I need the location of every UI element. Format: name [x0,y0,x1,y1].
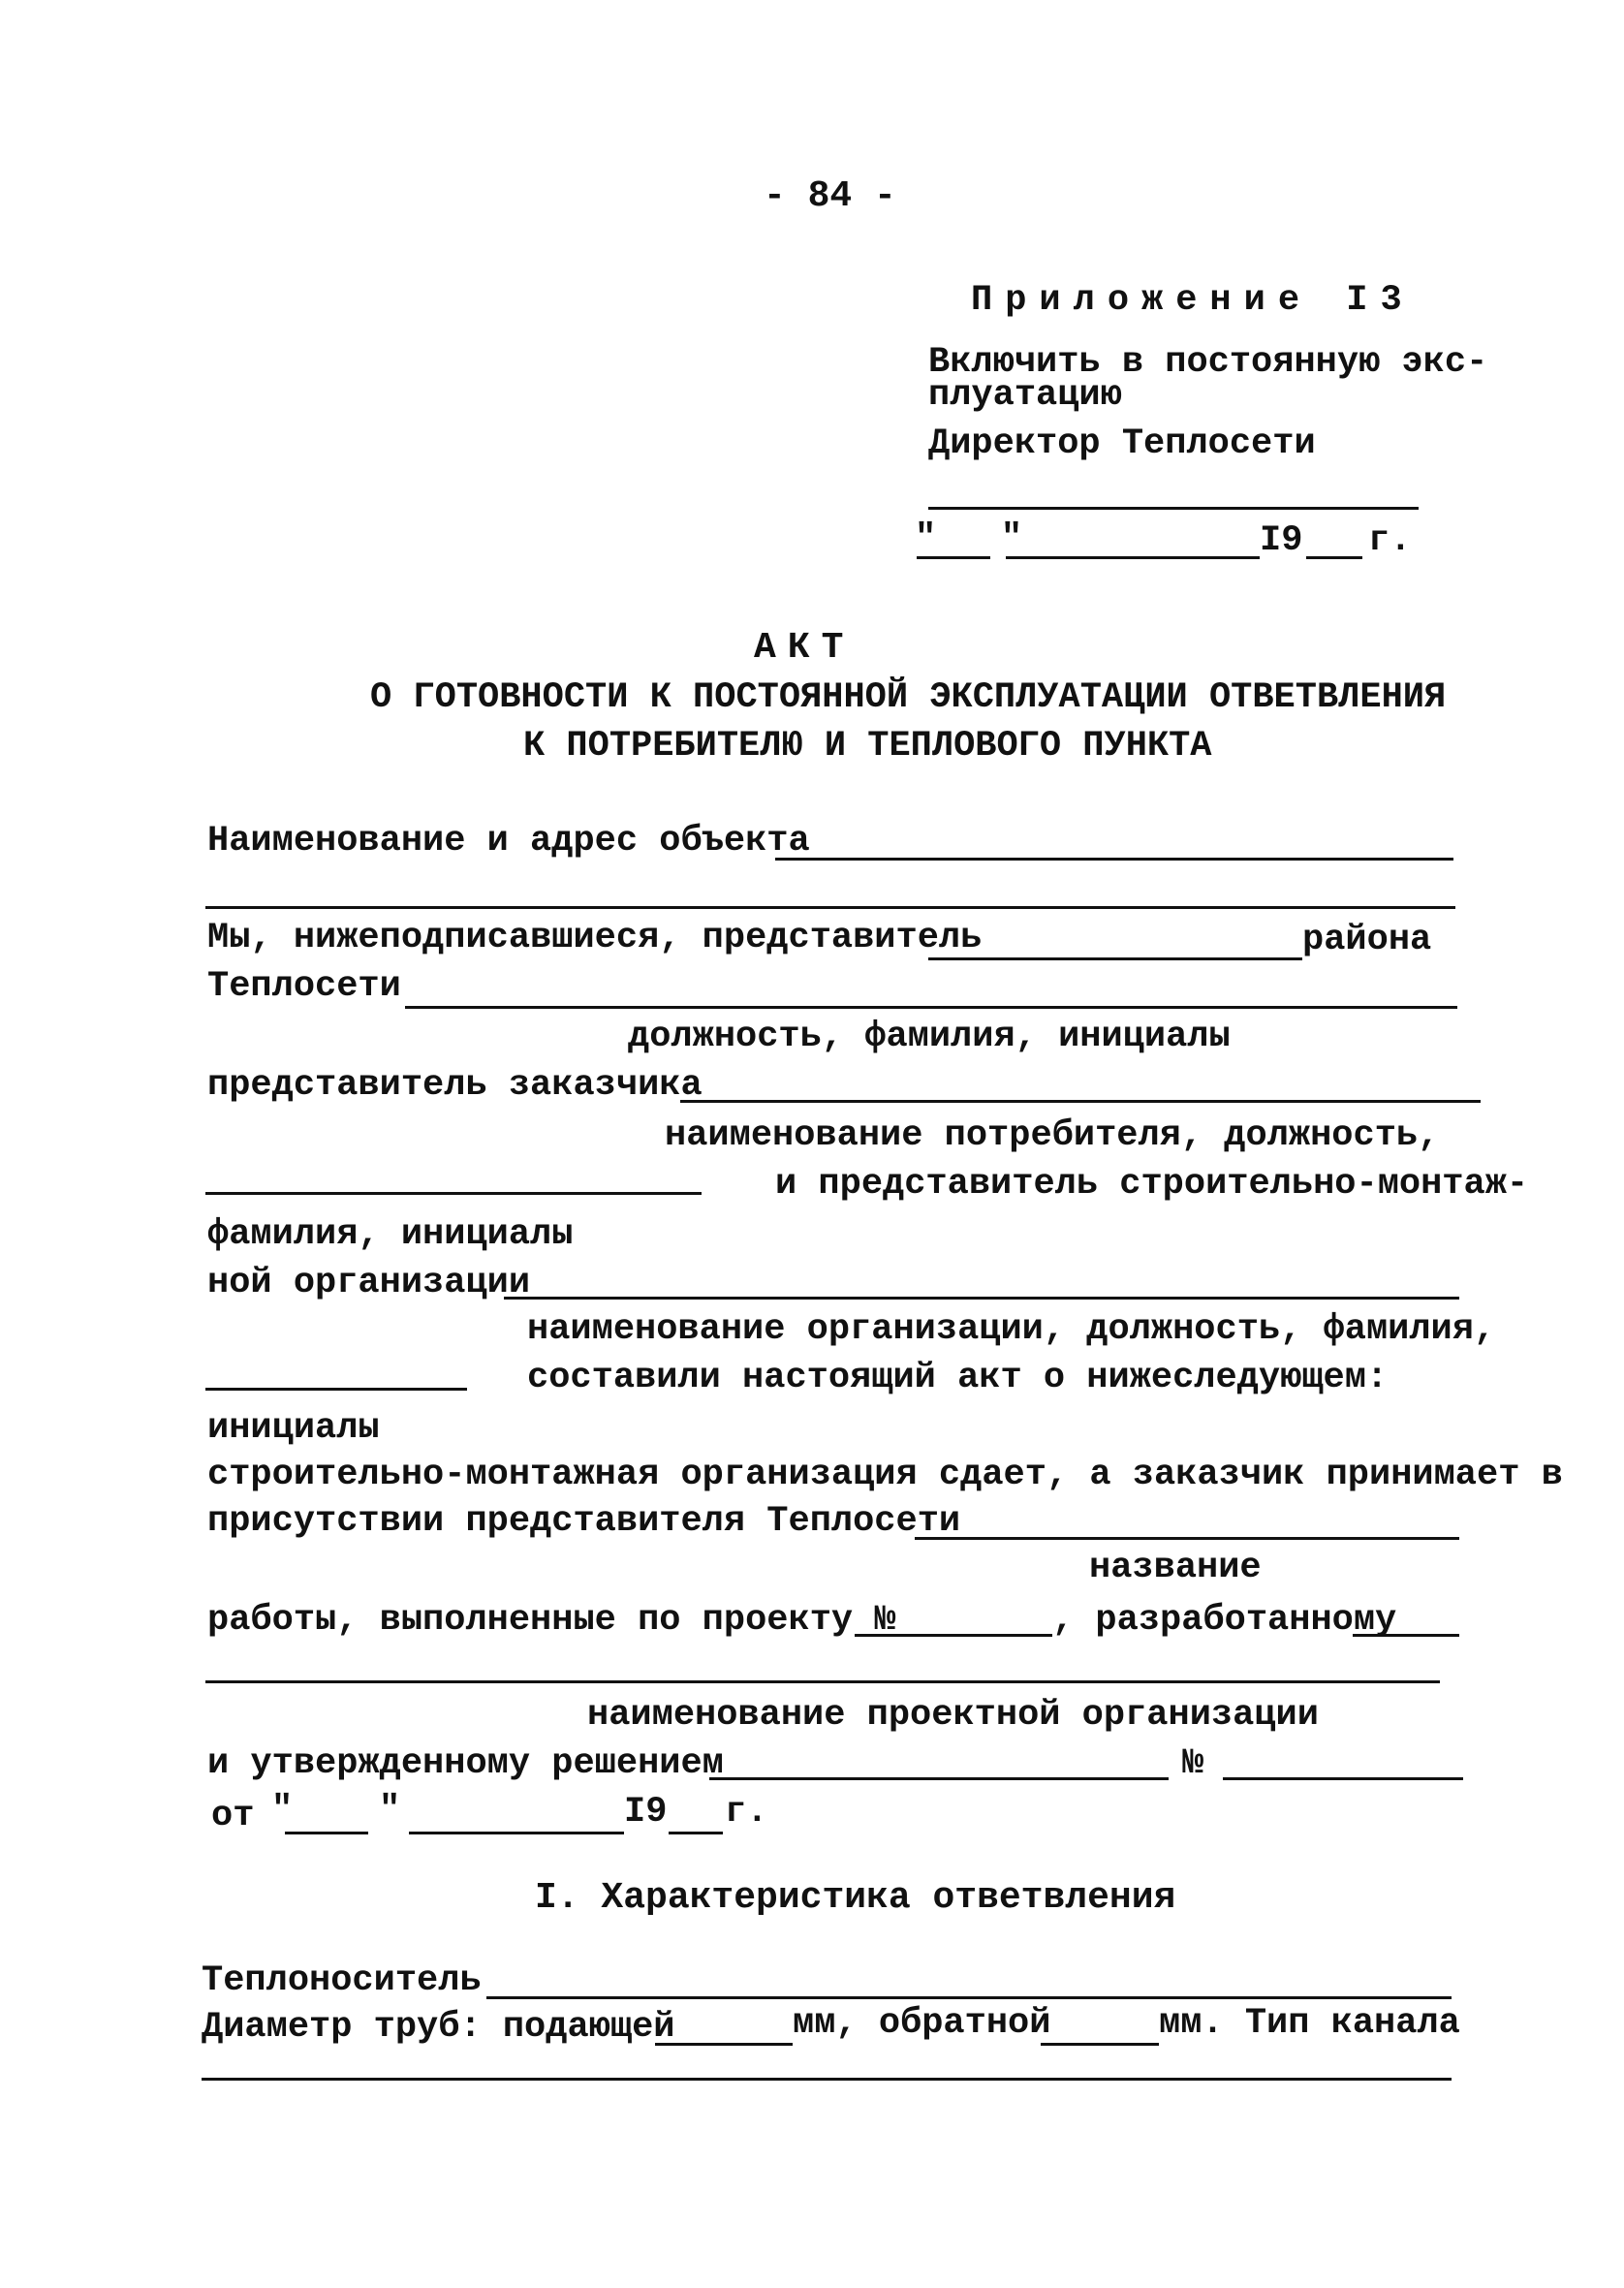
pipe-diameter-label: Диаметр труб: подающей [202,2007,675,2048]
drew-up-label: составили настоящий акт о нижеследующем: [527,1358,1389,1398]
works-by-project-label: работы, выполненные по проекту № [207,1600,896,1641]
from-year-line[interactable] [669,1832,723,1834]
approval-line-1: Включить в постоянную экс- [928,342,1488,383]
customer-surname-line[interactable] [205,1192,702,1195]
decision-number-sign: № [1182,1743,1204,1784]
org-label: ной организации [207,1263,531,1303]
hint-surname: фамилия, инициалы [207,1214,574,1255]
hint-consumer: наименование потребителя, должность, [665,1115,1440,1156]
object-address-line[interactable] [205,906,1455,909]
coolant-label: Теплоноситель [202,1960,482,2001]
channel-type-line[interactable] [202,2078,1452,2081]
approval-line-2: плуатацию [928,375,1122,416]
developed-label: , разработанному [1052,1600,1397,1641]
decision-number-line[interactable] [1223,1777,1463,1780]
director-label: Директор Теплосети [928,423,1316,464]
handover-line-2: присутствии представителя Теплосети [207,1501,961,1542]
contractor-rep-label: и представитель строительно-монтаж- [775,1164,1529,1205]
hint-design-org: наименование проектной организации [587,1695,1319,1736]
page-number: - 84 - [764,175,896,217]
org-initials-line[interactable] [205,1388,467,1391]
from-year-suffix: г. [725,1792,768,1833]
hint-org: наименование организации, должность, фамилия, [527,1309,1496,1350]
from-quotes: " " [271,1790,401,1831]
hint-initials: инициалы [207,1408,380,1449]
customer-rep-label: представитель заказчика [207,1065,703,1106]
from-year: I9 [624,1792,668,1833]
undersigned-label: Мы, нижеподписавшиеся, представитель [207,918,983,958]
approval-year: I9 [1260,520,1303,561]
act-title: АКТ [754,627,856,669]
project-number-line[interactable] [855,1634,1052,1637]
district-label: района [1302,920,1432,960]
from-month-line[interactable] [409,1832,624,1834]
approval-day-line[interactable] [917,556,990,559]
approval-month-line[interactable] [1006,556,1260,559]
heat-network-name-line[interactable] [915,1537,1459,1540]
approved-by-label: и утвержденному решением [207,1743,724,1784]
hint-position: должность, фамилия, инициалы [628,1017,1231,1057]
return-label: мм, обратной [793,2003,1051,2044]
decision-line[interactable] [709,1777,1169,1780]
from-day-line[interactable] [285,1832,368,1834]
approval-year-suffix: г. [1368,520,1412,561]
district-line[interactable] [928,957,1302,960]
object-name-label: Наименование и адрес объекта [207,821,810,862]
customer-rep-line[interactable] [680,1100,1481,1103]
appendix-label: Приложение I3 [971,280,1415,321]
approval-date-quotes: " " [915,518,1023,559]
coolant-line[interactable] [486,1996,1452,1999]
from-label: от [211,1796,255,1836]
handover-line-1: строительно-монтажная организация сдает, а заказчик принимает в [207,1455,1563,1495]
return-diameter-line[interactable] [1041,2043,1159,2046]
heat-network-label: Теплосети [207,966,401,1007]
section-1-heading: I. Характеристика ответвления [535,1877,1176,1919]
approval-year-line[interactable] [1306,556,1362,559]
act-subtitle-2: К ПОТРЕБИТЕЛЮ И ТЕПЛОВОГО ПУНКТА [523,726,1212,767]
design-org-line[interactable] [205,1680,1440,1683]
director-signature-line[interactable] [928,507,1419,510]
object-name-line[interactable] [775,858,1453,861]
supply-diameter-line[interactable] [655,2043,793,2046]
org-line[interactable] [504,1297,1459,1300]
act-subtitle-1: О ГОТОВНОСТИ К ПОСТОЯННОЙ ЭКСПЛУАТАЦИИ ОТВЕТВЛЕНИЯ [370,677,1447,718]
hint-name: название [1089,1548,1262,1588]
heat-network-rep-line[interactable] [405,1006,1457,1009]
developer-line-tail[interactable] [1353,1634,1459,1637]
channel-type-label: мм. Тип канала [1159,2003,1460,2044]
